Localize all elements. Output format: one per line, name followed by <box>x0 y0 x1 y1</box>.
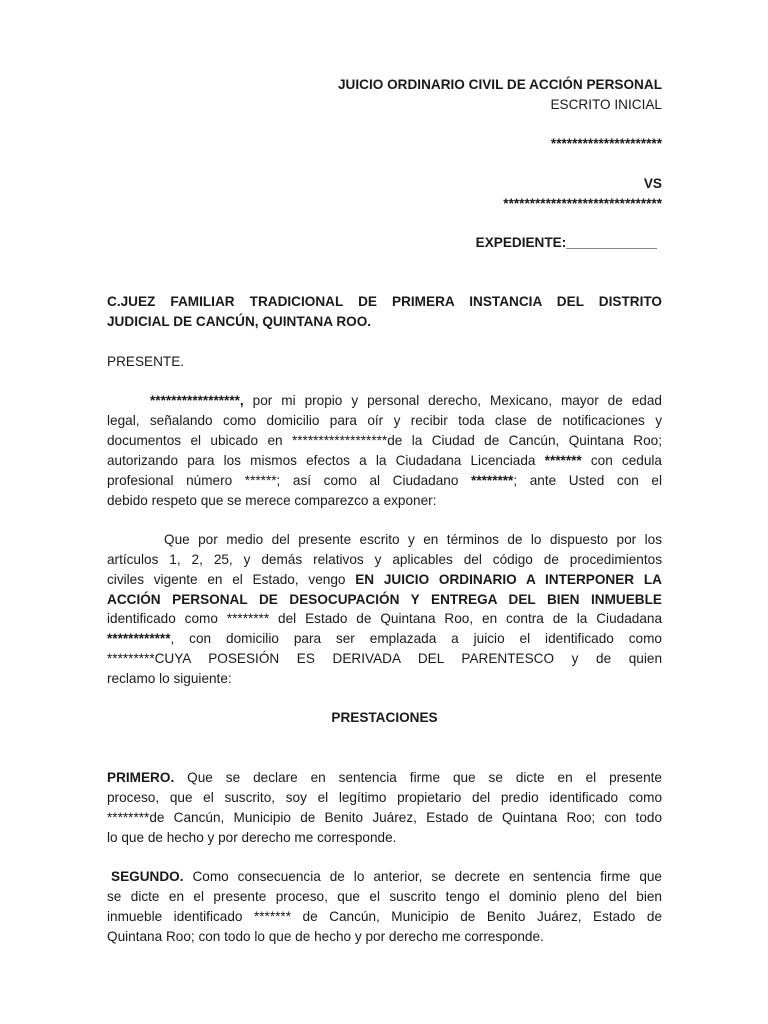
intro-line-2: legal, señalando como domicilio para oír y recibir toda clase de notificaciones y <box>107 413 662 428</box>
intro-line-4-bold: ******* <box>544 453 582 468</box>
intro-line-5-text-a: profesional número ******; así como al Ciudadano <box>107 473 472 488</box>
body-line-7: *********CUYA POSESIÓN ES DERIVADA DEL PARENTESCO y de quien <box>107 651 662 666</box>
body-line-5: identificado como ******** del Estado de Quintana Roo, en contra de la Ciudadana <box>107 611 662 626</box>
case-title: JUICIO ORDINARIO CIVIL DE ACCIÓN PERSONAL <box>337 77 662 92</box>
intro-line-1-text: por mi propio y personal derecho, Mexicano, mayor de edad <box>243 393 662 408</box>
intro-line-3: documentos el ubicado en ******************de la Ciudad de Cancún, Quintana Roo; <box>107 433 662 448</box>
primero-line-4: lo que de hecho y por derecho me corresponde. <box>107 830 397 845</box>
body-line-6-text: , con domicilio para ser emplazada a juicio el identificado como <box>170 631 662 646</box>
segundo-line-1-text: Como consecuencia de lo anterior, se decrete en sentencia firme que <box>183 869 662 884</box>
defendant-name: ****************************** <box>503 196 662 211</box>
segundo-line-3: inmueble identificado ******* de Cancún, Municipio de Benito Juárez, Estado de <box>107 909 662 924</box>
intro-line-5-text-b: ; ante Usted con el <box>513 473 662 488</box>
body-line-6-bold: ************ <box>107 631 171 646</box>
body-line-2: artículos 1, 2, 25, y demás relativos y aplicables del código de procedimientos <box>107 552 662 567</box>
primero-line-1 <box>107 770 662 786</box>
body-line-3-text: civiles vigente en el Estado, vengo <box>107 572 356 587</box>
case-subtitle: ESCRITO INICIAL <box>550 97 662 112</box>
primero-label: PRIMERO. <box>107 770 175 785</box>
intro-line-4-text-b: con cedula <box>581 453 662 468</box>
intro-line-5-bold: ******** <box>471 473 514 488</box>
intro-line-4 <box>107 453 662 469</box>
body-line-3-bold: EN JUICIO ORDINARIO A INTERPONER LA <box>355 572 663 587</box>
plaintiff-name: ********************* <box>550 136 662 151</box>
addressee-line-1: C.JUEZ FAMILIAR TRADICIONAL DE PRIMERA INSTANCIA DEL DISTRITO <box>107 294 662 309</box>
segundo-line-4: Quintana Roo; con todo lo que de hecho y por derecho me corresponde. <box>107 929 544 944</box>
body-line-8: reclamo lo siguiente: <box>107 671 232 686</box>
body-line-4: ACCIÓN PERSONAL DE DESOCUPACIÓN Y ENTREGA DEL BIEN INMUEBLE <box>107 592 662 607</box>
body-line-3 <box>107 572 662 588</box>
intro-line-1 <box>150 393 662 409</box>
segundo-label: SEGUNDO. <box>111 869 184 884</box>
versus-label: VS <box>643 176 662 191</box>
primero-line-1-text: Que se declare en sentencia firme que se dicte en el presente <box>174 770 662 785</box>
primero-line-3: ********de Cancún, Municipio de Benito Juárez, Estado de Quintana Roo; con todo <box>107 810 662 825</box>
addressee-line-2: JUDICIAL DE CANCÚN, QUINTANA ROO. <box>107 314 372 329</box>
prestaciones-heading: PRESTACIONES <box>331 710 438 725</box>
intro-name-bold: *****************, <box>150 393 244 408</box>
body-line-1: Que por medio del presente escrito y en términos de lo dispuesto por los <box>164 532 662 547</box>
intro-line-6: debido respeto que se merece comparezco a exponer: <box>107 493 437 508</box>
expediente-field: EXPEDIENTE:____________ <box>475 235 657 250</box>
primero-line-2: proceso, que el suscrito, soy el legítimo propietario del predio identificado como <box>107 790 662 805</box>
intro-line-4-text-a: autorizando para los mismos efectos a la Ciudadana Licenciada <box>107 453 545 468</box>
intro-line-5 <box>107 473 662 489</box>
body-line-6 <box>107 631 662 647</box>
segundo-line-2: se dicte en el presente proceso, que el suscrito tengo el dominio pleno del bien <box>107 889 662 904</box>
segundo-line-1 <box>111 869 662 885</box>
presente-label: PRESENTE. <box>107 354 185 369</box>
